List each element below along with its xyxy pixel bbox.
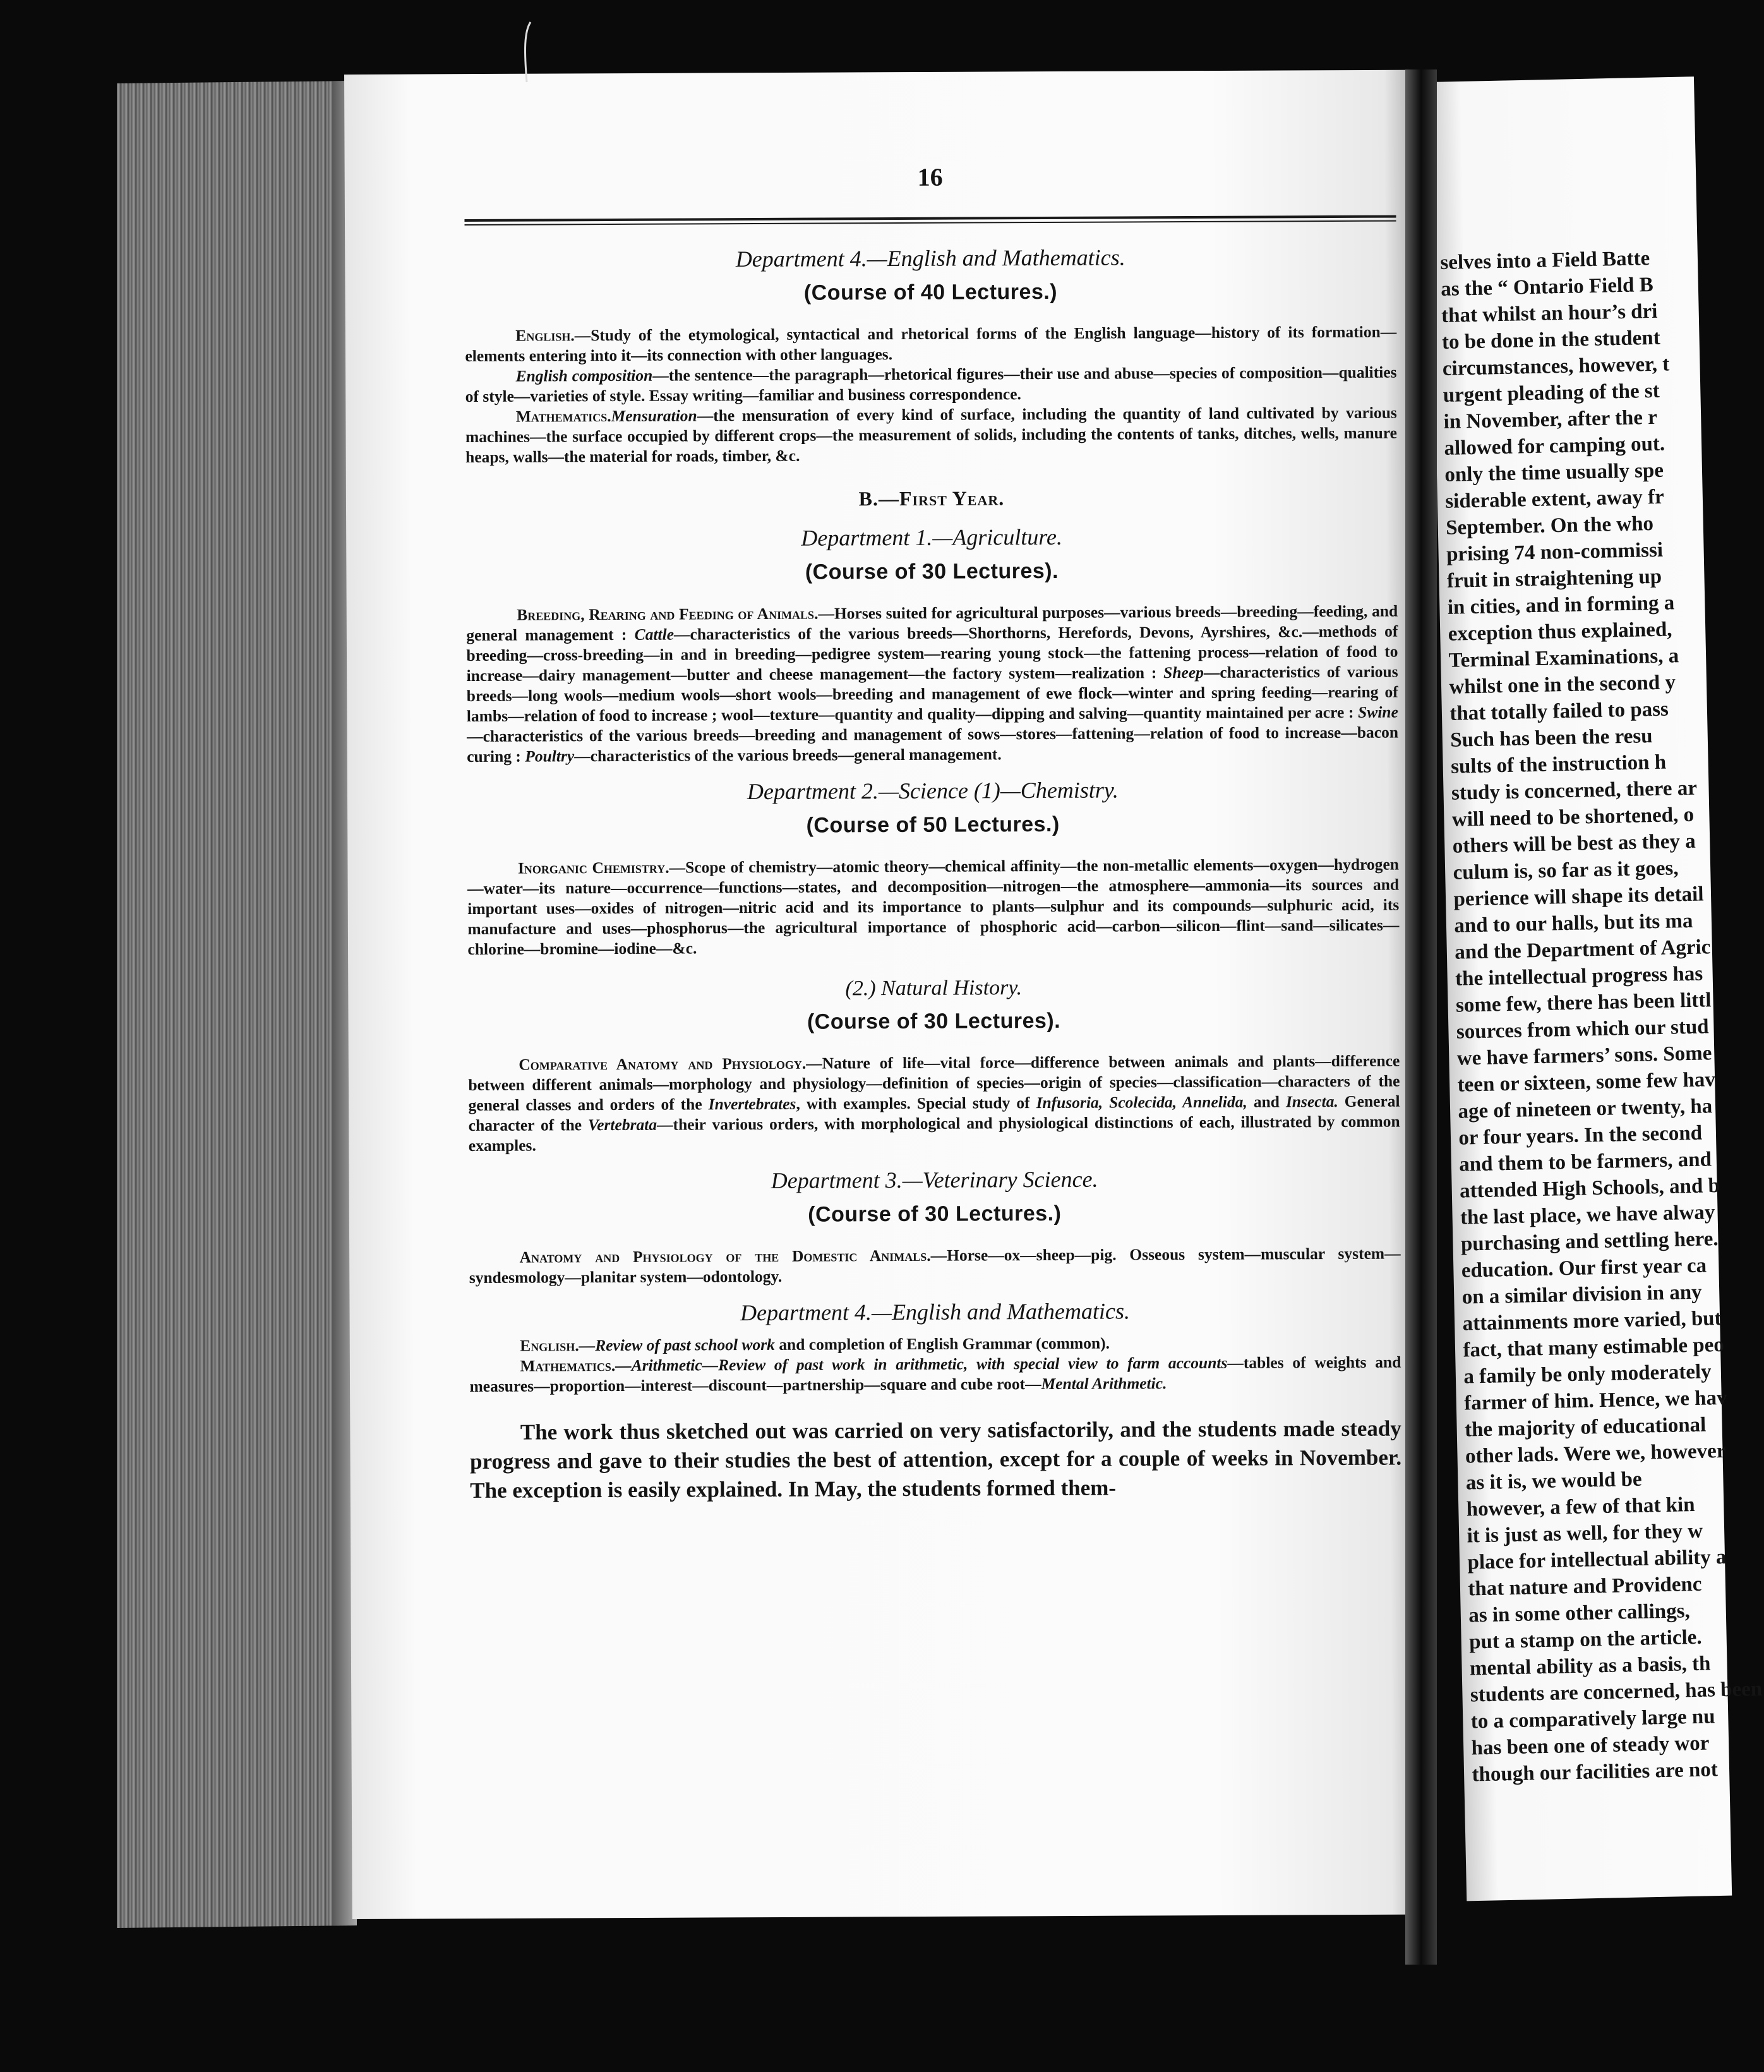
facing-page-line: that totally failed to pass	[1449, 697, 1669, 725]
facing-page-line: attainments more varied, but	[1462, 1307, 1722, 1335]
facing-page-line: that nature and Providenc	[1468, 1572, 1702, 1601]
dept2-course: (Course of 50 Lectures.)	[806, 812, 1060, 838]
scan-scratch-mark	[505, 19, 543, 88]
left-page-content	[464, 148, 1401, 1527]
veterinary-label: Anatomy and Physiology of the Domestic Animals.	[519, 1246, 931, 1267]
facing-page-line: prising 74 non-commissi	[1446, 538, 1664, 566]
facing-page-line: or four years. In the second	[1458, 1121, 1703, 1150]
header-rule	[464, 215, 1396, 226]
facing-page-line: we have farmers’ sons. Some	[1456, 1042, 1712, 1070]
review-english-label: English.	[520, 1336, 579, 1355]
facing-page-line: study is concerned, there ar	[1451, 776, 1698, 805]
veterinary-paragraph	[469, 1244, 1401, 1288]
english-label: English.	[515, 326, 575, 345]
mental-arithmetic-label: Mental Arithmetic.	[1041, 1374, 1167, 1394]
natural-history-heading: (2.) Natural History.	[845, 976, 1023, 1001]
facing-page-line: whilst one in the second y	[1449, 671, 1676, 699]
composition-label: English composition	[515, 366, 653, 385]
mensuration-label: Mensuration	[611, 406, 697, 425]
facing-page-line: culum is, so far as it goes,	[1453, 857, 1679, 884]
facing-page-line: Terminal Examinations, a	[1448, 644, 1679, 672]
book-gutter	[1405, 69, 1437, 1965]
facing-page-line: fruit in straightening up	[1446, 565, 1662, 593]
dept4-final-body	[469, 1332, 1401, 1397]
anatomy-text-e: —their various orders, with morphological and physiological distinctions of each, illustrated by common examples.	[468, 1112, 1400, 1155]
facing-page-line: on a similar division in any	[1461, 1280, 1702, 1309]
dept1-heading: Department 1.—Agriculture.	[801, 524, 1063, 551]
composition-paragraph	[465, 363, 1396, 407]
facing-page-line: in cities, and in forming a	[1447, 591, 1675, 619]
dept4-intro-body	[465, 322, 1397, 467]
anatomy-text-c: and	[1247, 1092, 1286, 1111]
page-number: 16	[917, 162, 943, 191]
facing-page-line: purchasing and settling here.	[1460, 1227, 1719, 1256]
mathematics-paragraph	[465, 403, 1397, 467]
infusoria-label: Infusoria, Scolecida, Annelida,	[1036, 1092, 1247, 1112]
animals-text-b: —characteristics of the various breeds—Shorthorns, Herefords, Devons, Ayrshires, &c.—methods of breeding—cross-breeding—in and in breeding—pedigree system—rearing young stock—the fattening process—relation of food to increase—dairy management—butter and cheese management—the factory system—realization :	[466, 622, 1398, 685]
facing-page-line: others will be best as they a	[1452, 829, 1696, 858]
facing-page-line: allowed for camping out.	[1444, 432, 1665, 460]
facing-page-line: place for intellectual ability a	[1467, 1545, 1727, 1574]
facing-page-line: perience will shape its detail	[1453, 882, 1704, 911]
facing-page-line: the majority of educational	[1464, 1413, 1707, 1442]
poultry-label: Poultry	[525, 747, 575, 766]
cattle-label: Cattle	[634, 625, 675, 644]
facing-page-line: and to our halls, but its ma	[1454, 909, 1693, 937]
anatomy-text-d: General character of the	[468, 1092, 1400, 1135]
vertebrata-label: Vertebrata	[587, 1115, 657, 1135]
facing-page-line: has been one of steady wor	[1471, 1732, 1710, 1760]
facing-page-line: age of nineteen or twenty, ha	[1458, 1095, 1713, 1123]
facing-page-line: circumstances, however, t	[1442, 352, 1670, 380]
dept2-heading: Department 2.—Science (1)—Chemistry.	[747, 777, 1119, 805]
facing-page-line: as it is, we would be	[1465, 1467, 1642, 1495]
facing-page-line: sources from which our stud	[1456, 1015, 1709, 1044]
dept4-intro-course: (Course of 40 Lectures.)	[803, 279, 1058, 305]
dept3-heading: Department 3.—Veterinary Science.	[771, 1166, 1098, 1193]
facing-page-line: and them to be farmers, and	[1458, 1148, 1712, 1176]
review-math-italic: —Arithmetic—Review of past work in arithmetic, with special view to farm accounts	[615, 1353, 1228, 1375]
facing-page-line: to be done in the student	[1441, 326, 1661, 354]
facing-page-line: will need to be shortened, o	[1451, 803, 1695, 831]
review-math-paragraph	[469, 1352, 1401, 1397]
english-paragraph	[465, 322, 1396, 366]
facing-page-line: students are concerned, has been	[1470, 1677, 1763, 1707]
facing-page-line: though our facilities are not	[1472, 1758, 1719, 1786]
dept3-course: (Course of 30 Lectures.)	[808, 1201, 1062, 1227]
facing-page-line: and the Department of Agric	[1454, 936, 1711, 964]
facing-page-line: put a stamp on the article.	[1468, 1625, 1702, 1654]
facing-page-line: education. Our first year ca	[1461, 1254, 1707, 1282]
facing-page-line: some few, there has been littl	[1455, 989, 1712, 1017]
anatomy-text-a: —Nature of life—vital force—difference between animals and plants—difference between different animals—morphology and physiology—definition of species—origin of species—classification—characters of the general classes and orders of the	[468, 1051, 1400, 1114]
facing-page-line: the intellectual progress has	[1455, 962, 1703, 991]
veterinary-text: —Horse—ox—sheep—pig. Osseous system—muscular system—syndesmology—planitar system—odontology.	[469, 1244, 1401, 1287]
facing-page-line: however, a few of that kin	[1466, 1493, 1695, 1521]
facing-page-line: farmer of him. Hence, we hav	[1463, 1386, 1727, 1415]
animals-text-c: —characteristics of various breeds—long wools—medium wools—short wools—breeding and management of ewe flock—winter and spring feeding—rearing of lambs—relation of food to increase ; wool—texture—quantity and quality—dipping and salving—quantity maintained per acre :	[466, 662, 1398, 725]
facing-page-line: Such has been the resu	[1449, 725, 1653, 752]
facing-page-line: to a comparatively large nu	[1470, 1705, 1715, 1733]
facing-page-line: selves into a Field Batte	[1440, 247, 1650, 274]
swine-label: Swine	[1358, 702, 1398, 721]
facing-page-line: a family be only moderately	[1463, 1360, 1712, 1388]
mathematics-label: Mathematics.	[515, 406, 611, 426]
natural-history-course: (Course of 30 Lectures).	[807, 1008, 1061, 1034]
facing-page-line: as in some other callings,	[1468, 1599, 1691, 1627]
review-english-italic: —Review of past school work	[579, 1335, 775, 1355]
facing-page-line: it is just as well, for they w	[1467, 1519, 1703, 1548]
facing-page-text	[1440, 244, 1763, 1788]
invertebrates-label: Invertebrates	[708, 1094, 796, 1114]
animals-text-d: —characteristics of the various breeds—breeding and management of sows—stores—fattening—relation of food to increase—bacon curing :	[466, 723, 1399, 766]
anatomy-paragraph	[468, 1051, 1400, 1156]
facing-page-line: the last place, we have alway	[1460, 1201, 1715, 1229]
review-math-label: Mathematics.	[520, 1356, 616, 1375]
closing-paragraph: The work thus sketched out was carried on very satisfactorily, and the students made steady progress and gave to their studies the best of attention, except for a couple of weeks in November. The exception is easily explained. In May, the students formed them-	[469, 1416, 1402, 1503]
dept4-intro-heading: Department 4.—English and Mathematics.	[735, 244, 1125, 272]
page-edges	[117, 81, 357, 1928]
first-year-heading: B.—First Year.	[858, 486, 1005, 510]
animals-text-e: —characteristics of the various breeds—general management.	[574, 745, 1002, 766]
anatomy-text-b: , with examples. Special study of	[796, 1093, 1036, 1113]
composition-text: —the sentence—the paragraph—rhetorical figures—their use and abuse—species of composition—qualities of style—varieties of style. Essay writing—familiar and business correspondence.	[465, 363, 1397, 406]
chemistry-label: Inorganic Chemistry.	[517, 858, 669, 877]
facing-page-line: as the “ Ontario Field B	[1440, 273, 1654, 301]
review-math-text: —tables of weights and measures—proportion—interest—discount—partnership—square and cube root—	[469, 1352, 1401, 1395]
facing-page-line: other lads. Were we, however	[1465, 1439, 1726, 1468]
insecta-label: Insecta.	[1285, 1092, 1338, 1111]
facing-page-line: only the time usually spe	[1444, 459, 1664, 486]
facing-page-line: attended High Schools, and b	[1459, 1174, 1720, 1203]
facing-page-line: urgent pleading of the st	[1443, 379, 1660, 407]
facing-page-line: teen or sixteen, some few hav	[1457, 1068, 1716, 1097]
chemistry-text: —Scope of chemistry—atomic theory—chemical affinity—the non-metallic elements—oxygen—hydrogen—water—its nature—occurrence—functions—states, and decomposition—nitrogen—the atmosphere—ammonia—its sources and important uses—oxides of nitrogen—nitric acid and its importance to plants—sulphur and its compounds—sulphuric acid, its manufacture and uses—phosphorus—the agricultural importance of phosphoric acid—carbon—silicon—flint—sand—silicates—chlorine—bromine—iodine—&c.	[467, 855, 1400, 958]
sheep-label: Sheep	[1163, 663, 1204, 682]
facing-page-line: siderable extent, away fr	[1444, 485, 1665, 513]
review-english-text: and completion of English Grammar (common).	[774, 1334, 1110, 1354]
anatomy-label: Comparative Anatomy and Physiology.	[519, 1054, 807, 1074]
facing-page-line: exception thus explained,	[1448, 618, 1672, 646]
facing-page-line: fact, that many estimable peo	[1463, 1333, 1725, 1362]
animals-paragraph	[466, 601, 1398, 767]
facing-page-line: September. On the who	[1445, 512, 1654, 539]
dept1-course: (Course of 30 Lectures).	[805, 558, 1059, 584]
facing-page-line: mental ability as a basis, th	[1469, 1652, 1711, 1680]
facing-page-line: sults of the instruction h	[1450, 750, 1667, 778]
animals-text-a: —Horses suited for agricultural purposes—various breeds—breeding—feeding, and general management :	[466, 601, 1398, 644]
mathematics-text: —the mensuration of every kind of surface, including the quantity of land cultivated by various machines—the surface occupied by different crops—the measurement of solids, including the contents of tanks, ditches, wells, manure heaps, walls—the material for roads, timber, &c.	[465, 403, 1398, 466]
chemistry-paragraph	[467, 855, 1400, 960]
facing-page-line: in November, after the r	[1443, 406, 1658, 433]
facing-page-line: that whilst an hour’s dri	[1441, 299, 1658, 327]
english-text: —Study of the etymological, syntactical and rhetorical forms of the English language—history of its formation—elements entering into it—its connection with other languages.	[465, 322, 1397, 365]
dept4-final-heading: Department 4.—English and Mathematics.	[740, 1298, 1131, 1326]
animals-label: Breeding, Rearing and Feeding of Animals.	[517, 604, 819, 624]
